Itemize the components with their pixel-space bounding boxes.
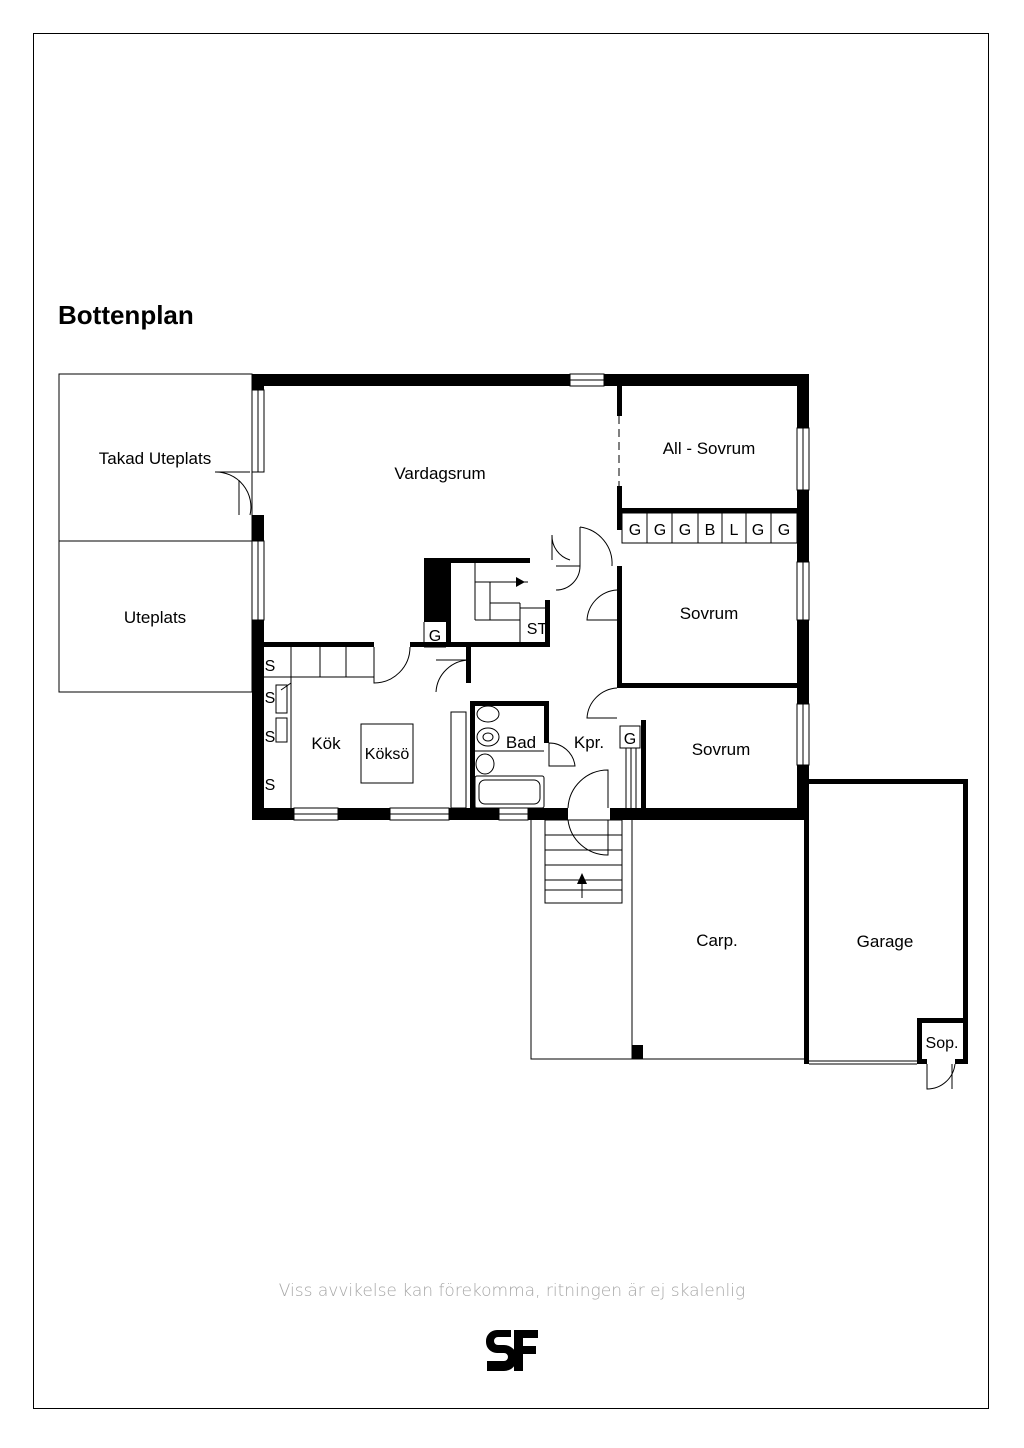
room-label-uteplats: Uteplats	[123, 608, 187, 627]
carport-outline	[531, 820, 806, 1059]
wardrobe-label: G	[777, 522, 791, 539]
room-label-koksö: Köksö	[364, 746, 410, 763]
wardrobe-label: L	[729, 522, 739, 539]
wardrobe-label: G	[678, 522, 692, 539]
room-label-sovrum-1: Sovrum	[679, 604, 739, 623]
kitchen-s-label: S	[264, 729, 276, 746]
room-label-sop: Sop.	[925, 1035, 959, 1052]
wardrobe-label: G	[628, 522, 642, 539]
hall-storage-label: G	[623, 731, 637, 748]
kitchen-s-label: S	[264, 777, 276, 794]
room-label-takad-uteplats: Takad Uteplats	[98, 449, 212, 468]
plan-title: Bottenplan	[58, 300, 194, 330]
wardrobe-label: B	[704, 522, 716, 539]
sf-logo-icon	[486, 1330, 538, 1371]
kitchen-s-label: S	[264, 690, 276, 707]
st-label: ST	[526, 621, 548, 638]
room-label-bad: Bad	[505, 733, 537, 752]
terraces	[59, 374, 252, 692]
room-label-kpr: Kpr.	[573, 733, 605, 752]
carport-post	[632, 1045, 643, 1059]
room-label-carp: Carp.	[696, 931, 738, 950]
stair-up-arrow-icon	[577, 873, 587, 884]
stair-arrow-icon	[516, 577, 525, 587]
room-label-all-sovrum: All - Sovrum	[662, 439, 756, 458]
room-label-sovrum-2: Sovrum	[691, 740, 751, 759]
kitchen-fittings	[264, 647, 466, 808]
stair-storage-label: G	[428, 628, 442, 645]
wardrobe-label: G	[653, 522, 667, 539]
bath-fittings	[475, 706, 544, 808]
room-label-vardagsrum: Vardagsrum	[394, 464, 486, 483]
room-label-garage: Garage	[856, 932, 914, 951]
disclaimer-text: Viss avvikelse kan förekomma, ritningen är ej skalenlig	[278, 1281, 746, 1301]
garage-walls	[804, 779, 968, 1064]
kitchen-s-label: S	[264, 658, 276, 675]
wardrobe-label: G	[751, 522, 765, 539]
room-label-kok: Kök	[311, 734, 341, 753]
